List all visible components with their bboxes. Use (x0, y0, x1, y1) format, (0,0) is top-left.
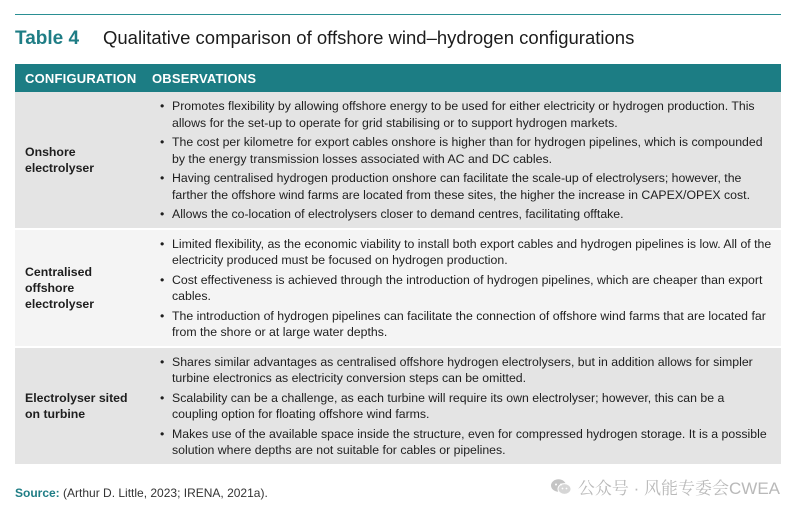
table-row-electrolyser-on-turbine (15, 348, 781, 466)
observation-item: • The cost per kilometre for export cables onshore is higher than for hydrogen pipelines, which is compounded by the energy transmission losses associated with AC and DC cables. (160, 135, 763, 166)
observation-text: Makes use of the available space inside the structure, even for compressed hydrogen storage. It is a possible solution where depths are not suitable for cables or pipelines. (172, 426, 767, 457)
configuration-cell: Centralised offshore electrolyser (25, 264, 95, 311)
observation-text: Shares similar advantages as centralised offshore hydrogen electrolysers, but in addition allows for simpler turbine electronics as electricity conversion steps can be omitted. (172, 354, 753, 385)
configuration-cell: Onshore electrolyser (25, 144, 95, 175)
column-header-observations: OBSERVATIONS (152, 70, 257, 86)
observation-item: • Promotes flexibility by allowing offshore energy to be used for either electricity or hydrogen production. This allows for the set-up to operate for grid stabilising or to support hydrogen markets. (160, 99, 755, 130)
observation-item: • The introduction of hydrogen pipelines can facilitate the connection of offshore wind farms that are located far from the shore or at large water depths. (160, 308, 766, 339)
observation-text: The cost per kilometre for export cables onshore is higher than for hydrogen pipelines, which is compounded by the energy transmission losses associated with AC and DC cables. (172, 135, 763, 166)
table-number: Table 4 (15, 28, 80, 49)
observation-item: • Scalability can be a challenge, as each turbine will require its own electrolyser; however, this can be a coupling option for floating offshore wind farms. (160, 390, 725, 421)
comparison-table (15, 64, 781, 466)
observation-text: Having centralised hydrogen production onshore can facilitate the scale-up of electrolysers; however, the farther the offshore wind farms are located from these sites, the higher the increase in CAPEX/OPEX cost. (172, 171, 751, 202)
observation-text: The introduction of hydrogen pipelines can facilitate the connection of offshore wind farms that are located far from the shore or at large water depths. (172, 308, 766, 339)
source-text: (Arthur D. Little, 2023; IRENA, 2021a). (59, 486, 268, 500)
observation-item: • Shares similar advantages as centralised offshore hydrogen electrolysers, but in addition allows for simpler turbine electronics as electricity conversion steps can be omitted. (160, 354, 753, 385)
observation-text: Cost effectiveness is achieved through the introduction of hydrogen pipelines, which are cheaper than export cables. (172, 272, 763, 303)
table-header-row (15, 64, 781, 92)
table-row-centralised-offshore (15, 230, 781, 348)
observation-item: • Cost effectiveness is achieved through the introduction of hydrogen pipelines, which are cheaper than export cables. (160, 272, 763, 303)
wechat-icon (550, 478, 572, 496)
column-header-configuration: CONFIGURATION (25, 70, 137, 86)
source-label: Source: (15, 486, 60, 500)
observation-item: • Having centralised hydrogen production onshore can facilitate the scale-up of electrolysers; however, the farther the offshore wind farms are located from these sites, the higher the increase in CAPEX/OPEX cost. (160, 171, 751, 202)
observations-cell (152, 230, 781, 346)
observation-text: Limited flexibility, as the economic viability to install both export cables and hydrogen pipelines is low. All of the electricity produced must be focused on hydrogen production. (172, 236, 772, 267)
observation-text: Promotes flexibility by allowing offshore energy to be used for either electricity or hydrogen production. This allows for the set-up to operate for grid stabilising or to support hydrogen markets. (172, 99, 755, 130)
source-note (15, 486, 268, 500)
observation-item: • Makes use of the available space inside the structure, even for compressed hydrogen storage. It is a possible solution where depths are not suitable for cables or pipelines. (160, 426, 767, 457)
observations-cell (152, 92, 781, 228)
observations-cell (152, 348, 781, 464)
configuration-cell: Electrolyser sited on turbine (25, 390, 128, 421)
observation-text: Allows the co-location of electrolysers closer to demand centres, facilitating offtake. (172, 207, 624, 221)
observation-item: • Allows the co-location of electrolysers closer to demand centres, facilitating offtake. (160, 207, 624, 221)
watermark (550, 474, 780, 499)
table-row-onshore (15, 92, 781, 230)
observation-text: Scalability can be a challenge, as each turbine will require its own electrolyser; however, this can be a coupling option for floating offshore wind farms. (172, 390, 725, 421)
table-title: Qualitative comparison of offshore wind–hydrogen configurations (103, 27, 635, 48)
top-rule (15, 14, 781, 15)
observation-item: • Limited flexibility, as the economic viability to install both export cables and hydrogen pipelines is low. All of the electricity produced must be focused on hydrogen production. (160, 236, 772, 267)
table-caption (15, 27, 634, 53)
watermark-text: 公众号 · 风能专委会CWEA (577, 479, 780, 498)
